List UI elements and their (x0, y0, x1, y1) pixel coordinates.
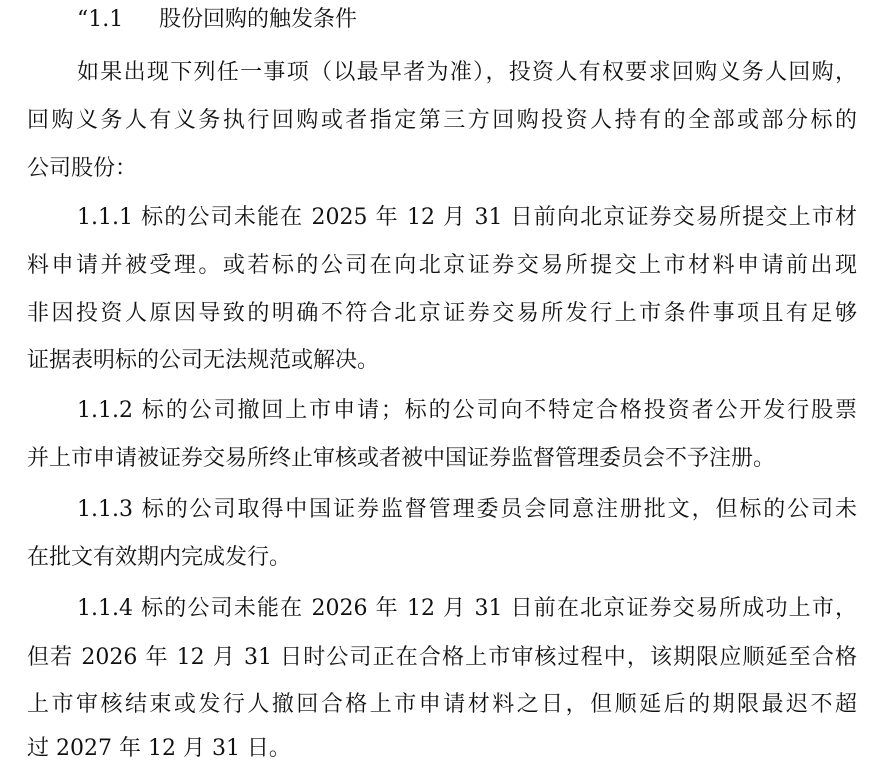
section-title: 股份回购的触发条件 (159, 7, 358, 32)
section-heading (77, 5, 357, 35)
paragraph-line: 1.1.1 标的公司未能在 2025 年 12 月 31 日前向北京证券交易所提交上市材 (77, 205, 857, 230)
paragraph-line: 如果出现下列任一事项（以最早者为准），投资人有权要求回购义务人回购， (77, 60, 857, 85)
paragraph-line: 1.1.2 标的公司撤回上市申请；标的公司向不特定合格投资者公开发行股票 (77, 398, 857, 423)
paragraph-line: 在批文有效期内完成发行。 (27, 545, 292, 570)
paragraph-line: 1.1.4 标的公司未能在 2026 年 12 月 31 日前在北京证券交易所成功上市， (77, 596, 857, 621)
paragraph-line: 但若 2026 年 12 月 31 日时公司正在合格上市审核过程中，该期限应顺延至合格 (27, 645, 857, 670)
paragraph-line: 上市审核结束或发行人撤回合格上市申请材料之日，但顺延后的期限最迟不超 (27, 692, 857, 717)
paragraph-line: 并上市申请被证券交易所终止审核或者被中国证券监督管理委员会不予注册。 (27, 446, 776, 471)
paragraph-line: 公司股份： (27, 156, 138, 181)
paragraph-line: 非因投资人原因导致的明确不符合北京证券交易所发行上市条件事项且有足够 (27, 301, 857, 326)
paragraph-line: 料申请并被受理。或若标的公司在向北京证券交易所提交上市材料申请前出现 (27, 253, 857, 278)
paragraph-line: 1.1.3 标的公司取得中国证券监督管理委员会同意注册批文，但标的公司未 (77, 497, 857, 522)
paragraph-line: 证据表明标的公司无法规范或解决。 (27, 348, 380, 373)
section-number: “1.1 (77, 7, 124, 32)
paragraph-line: 过 2027 年 12 月 31 日。 (27, 736, 291, 761)
paragraph-line: 回购义务人有义务执行回购或者指定第三方回购投资人持有的全部或部分标的 (27, 108, 857, 133)
